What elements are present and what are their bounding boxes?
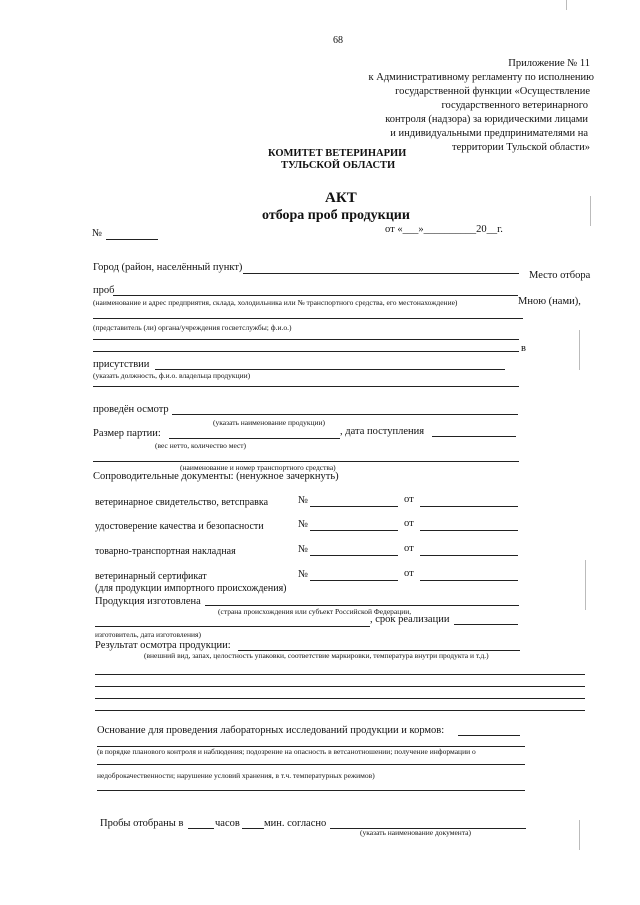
place-field[interactable] (113, 295, 518, 296)
doc-no-vet-certificate: № (298, 495, 309, 506)
samples-label-c: мин. согласно (264, 818, 327, 829)
doc-no-quality: № (298, 519, 309, 530)
maker-hint: изготовитель, дата изготовления) (95, 630, 201, 639)
inspection-field[interactable] (172, 414, 518, 415)
representative-field-1[interactable] (93, 339, 519, 340)
representative-hint: (представитель (ли) органа/учреждения госветслужбы; ф.и.о.) (93, 323, 292, 332)
document-title: АКТ (325, 190, 357, 206)
doc-from-field-quality[interactable] (420, 530, 518, 531)
appendix-line-4: государственного ветеринарного (441, 100, 588, 111)
presence-field-2[interactable] (93, 386, 519, 387)
doc-from-field-vet-cert-import[interactable] (420, 580, 518, 581)
doc-from-field-vet-certificate[interactable] (420, 506, 518, 507)
presence-hint: (указать должность, ф.и.о. владельца продукции) (93, 371, 251, 380)
result-line-3[interactable] (95, 698, 585, 699)
doc-label-vet-certificate: ветеринарное свидетельство, ветсправка (95, 497, 269, 508)
samples-label-b: часов (215, 818, 240, 829)
doc-no-field-vet-certificate[interactable] (310, 506, 398, 507)
origin-field[interactable] (95, 626, 370, 627)
place-label-2: проб (93, 285, 115, 296)
appendix-line-7: территории Тульской области» (452, 142, 590, 153)
scan-artifact (566, 0, 567, 10)
appendix-line-1: Приложение № 11 (508, 58, 590, 69)
city-field[interactable] (243, 273, 519, 274)
appendix-line-5: контроля (надзора) за юридическими лицами (385, 114, 588, 125)
doc-label-vet-cert-import: ветеринарный сертификат (95, 571, 207, 582)
doc-label-quality: удостоверение качества и безопасности (95, 521, 264, 532)
date-label: от «___»__________20__г. (385, 224, 503, 235)
origin-hint: (страна происхождения или субъект Российской Федерации, (218, 607, 412, 616)
doc-from-field-waybill[interactable] (420, 555, 518, 556)
document-subtitle: отбора проб продукции (262, 208, 410, 223)
doc-from-vet-cert-import: от (404, 568, 414, 579)
produced-label: Продукция изготовлена (95, 596, 201, 607)
doc-no-field-waybill[interactable] (310, 555, 398, 556)
doc-label-waybill: товарно-транспортная накладная (95, 546, 236, 557)
basis-hint-2: недоброкачественности; нарушение условий хранения, в т.ч. температурных режимов) (97, 771, 375, 780)
arrival-label: , дата поступления (340, 426, 425, 437)
batch-field[interactable] (169, 438, 340, 439)
scan-artifact (590, 196, 591, 226)
transport-field[interactable] (93, 461, 519, 462)
place-hint: (наименование и адрес предприятия, склада, холодильника или № транспортного средства, его местонахождение) (93, 298, 458, 307)
result-hint: (внешний вид, запах, целостность упаковки, соответствие маркировки, температура внутри продукта и т.д.) (144, 651, 489, 660)
committee-line-2: ТУЛЬСКОЙ ОБЛАСТИ (281, 160, 396, 171)
committee-line-1: КОМИТЕТ ВЕТЕРИНАРИИ (268, 148, 407, 159)
samples-hint: (указать наименование документа) (360, 828, 472, 837)
shelf-field[interactable] (454, 624, 518, 625)
presence-field[interactable] (155, 369, 505, 370)
representative-field-2[interactable] (93, 351, 519, 352)
inspection-label: проведён осмотр (93, 404, 169, 415)
city-label: Город (район, населённый пункт) (93, 262, 243, 273)
number-label: № (92, 228, 103, 239)
inspection-hint: (указать наименование продукции) (213, 418, 326, 427)
result-line-2[interactable] (95, 686, 585, 687)
docs-label: Сопроводительные документы: (ненужное зачеркнуть) (93, 471, 339, 482)
samples-minutes-field[interactable] (242, 828, 264, 829)
doc-no-vet-cert-import: № (298, 569, 309, 580)
basis-line-2[interactable] (97, 764, 525, 765)
number-field[interactable] (106, 239, 158, 240)
import-note: (для продукции импортного происхождения) (95, 583, 287, 594)
result-line-1[interactable] (95, 674, 585, 675)
appendix-line-3: государственной функции «Осуществление (395, 86, 590, 97)
batch-hint: (вес нетто, количество мест) (155, 441, 247, 450)
presence-label: присутствии (93, 359, 150, 370)
by-me-label: Мною (нами), (518, 296, 581, 307)
scan-artifact (585, 560, 586, 610)
v-label: в (521, 343, 526, 354)
doc-from-quality: от (404, 518, 414, 529)
scan-artifact (579, 330, 580, 370)
result-label: Результат осмотра продукции: (95, 640, 231, 651)
scan-artifact (579, 820, 580, 850)
arrival-field[interactable] (432, 436, 516, 437)
basis-line-3[interactable] (97, 790, 525, 791)
result-line-4[interactable] (95, 710, 585, 711)
batch-label: Размер партии: (93, 428, 161, 439)
samples-hours-field[interactable] (188, 828, 214, 829)
samples-label-a: Пробы отобраны в (100, 818, 184, 829)
produced-field[interactable] (205, 605, 519, 606)
shelf-label: , срок реализации (370, 614, 450, 625)
transport-hint: (наименование и номер транспортного средства) (180, 463, 336, 472)
doc-no-field-vet-cert-import[interactable] (310, 580, 398, 581)
basis-field[interactable] (458, 735, 520, 736)
doc-no-waybill: № (298, 544, 309, 555)
place-field-2[interactable] (93, 318, 523, 319)
appendix-line-6: и индивидуальными предпринимателями на (390, 128, 588, 139)
doc-from-waybill: от (404, 543, 414, 554)
basis-label: Основание для проведения лабораторных исследований продукции и кормов: (97, 725, 445, 736)
place-label-1: Место отбора (529, 270, 591, 281)
basis-hint-1: (в порядке планового контроля и наблюдения; подозрение на опасность в ветсанотношении; получение информации о (97, 747, 476, 756)
appendix-line-2: к Административному регламенту по исполнению (368, 72, 594, 83)
doc-from-vet-certificate: от (404, 494, 414, 505)
page-number: 68 (333, 35, 343, 46)
doc-no-field-quality[interactable] (310, 530, 398, 531)
